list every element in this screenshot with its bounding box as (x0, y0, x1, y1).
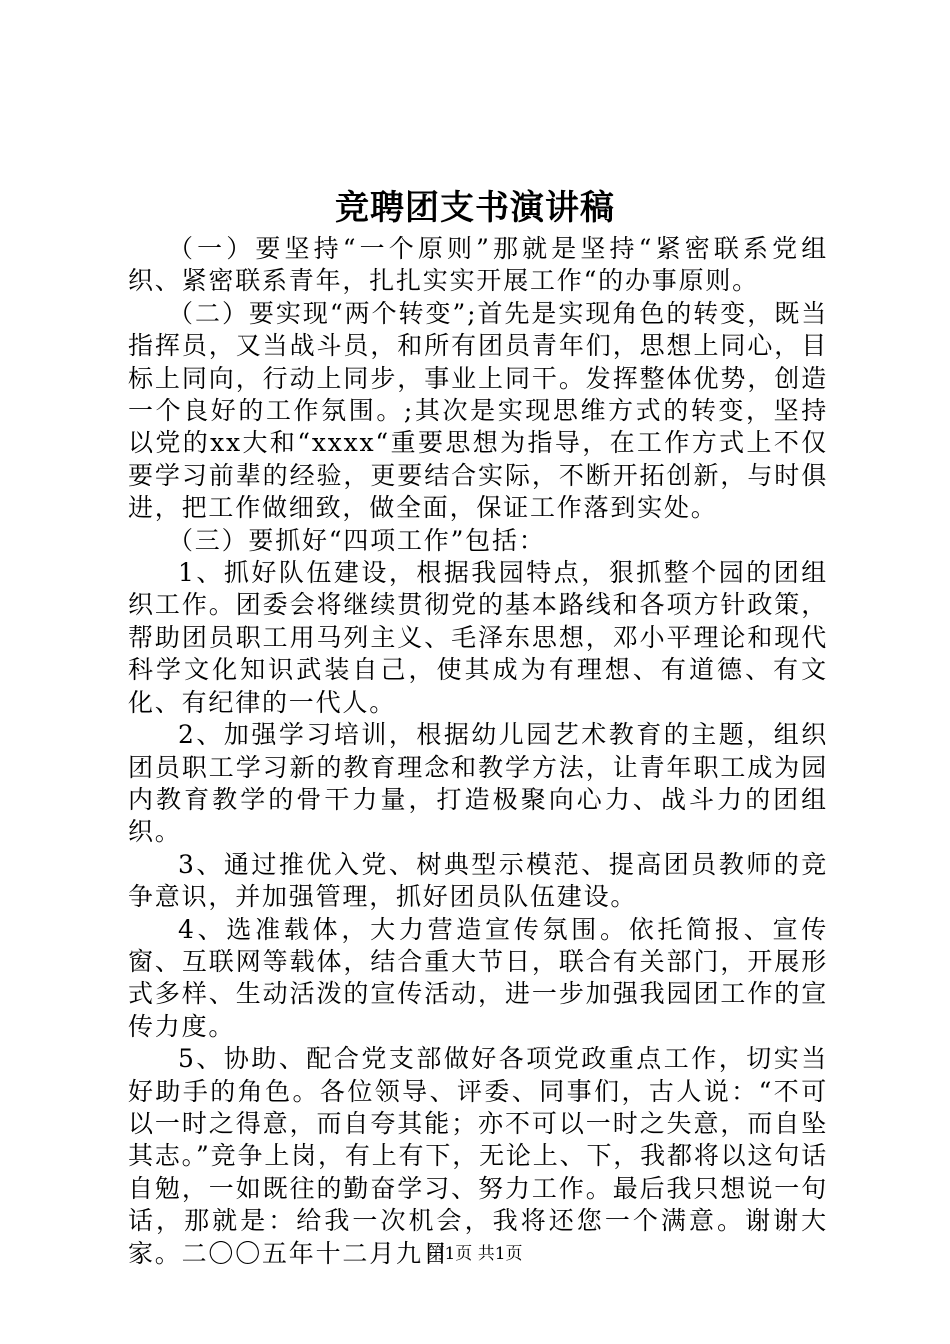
paragraph-task-3: 3、通过推优入党、树典型示模范、提高团员教师的竞争意识，并加强管理，抓好团员队伍建设。 (128, 849, 828, 912)
document-body (128, 233, 828, 1270)
paragraph-task-4: 4、选准载体，大力营造宣传氛围。依托简报、宣传窗、互联网等载体，结合重大节日，联合有关部门，开展形式多样、生动活泼的宣传活动，进一步加强我园团工作的宣传力度。 (128, 914, 828, 1041)
paragraph-task-1: 1、抓好队伍建设，根据我园特点，狠抓整个园的团组织工作。团委会将继续贯彻党的基本路线和各项方针政策，帮助团员职工用马列主义、毛泽东思想，邓小平理论和现代科学文化知识武装自己，使其成为有理想、有道德、有文化、有纪律的一代人。 (128, 558, 828, 717)
paragraph-transformations: （二）要实现“两个转变”;首先是实现角色的转变，既当指挥员，又当战斗员，和所有团员青年们，思想上同心，目标上同向，行动上同步，事业上同干。发挥整体优势，创造一个良好的工作氛围。;其次是实现思维方式的转变，坚持以党的xx大和“xxxx“重要思想为指导，在工作方式上不仅要学习前辈的经验，更要结合实际，不断开拓创新，与时俱进，把工作做细致，做全面，保证工作落到实处。 (128, 298, 828, 523)
document-title: 竞聘团支书演讲稿 (335, 188, 615, 228)
paragraph-four-tasks-heading: （三）要抓好“四项工作”包括： (168, 525, 546, 555)
paragraph-principle: （一）要坚持“一个原则”那就是坚持“紧密联系党组织、紧密联系青年，扎扎实实开展工作“的办事原则。 (128, 234, 828, 296)
paragraph-task-5-closing: 5、协助、配合党支部做好各项党政重点工作，切实当好助手的角色。各位领导、评委、同事们，古人说：“不可以一时之得意，而自夸其能；亦不可以一时之失意，而自坠其志。”竞争上岗，有上有下，无论上、下，我都将以这句话自勉，一如既往的勤奋学习、努力工作。最后我只想说一句话，那就是：给我一次机会，我将还您一个满意。谢谢大家。二〇〇五年十二月九日 (128, 1044, 828, 1268)
page-number-footer: 第1页 共1页 (427, 1244, 523, 1264)
paragraph-task-2: 2、加强学习培训，根据幼儿园艺术教育的主题，组织团员职工学习新的教育理念和教学方法，让青年职工成为园内教育教学的骨干力量，打造极聚向心力、战斗力的团组织。 (128, 720, 828, 847)
